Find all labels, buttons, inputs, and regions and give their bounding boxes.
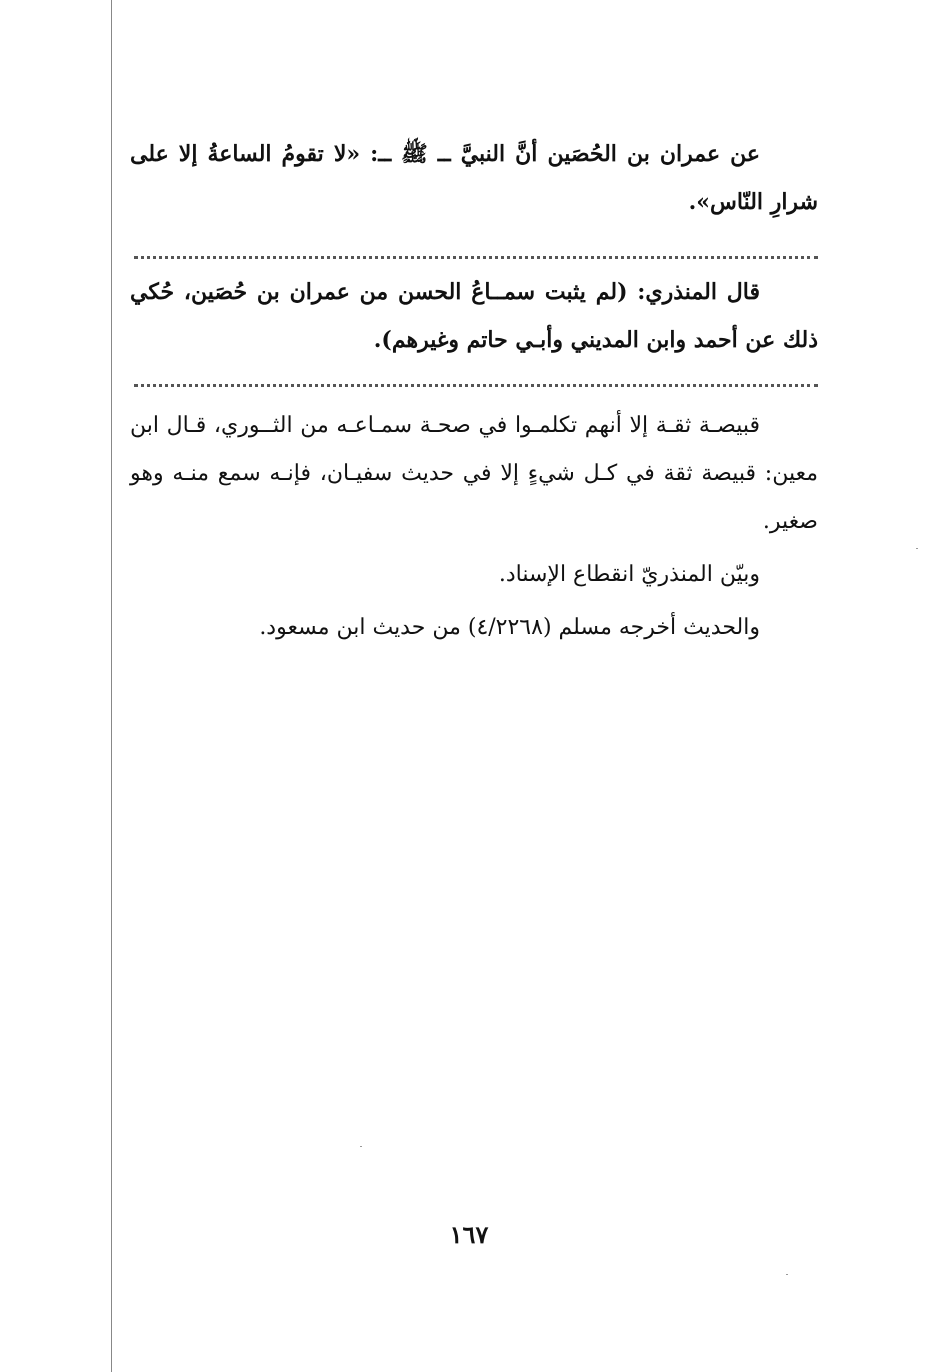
mundhiri-quote-paragraph: قال المنذري: (لم يثبت سمــاعُ الحسن من عمران بن حُصَين، حُكي ذلك عن أحمد وابن المديني وأبـي حاتم وغيرهم).	[130, 279, 818, 353]
page-number: ١٦٧	[449, 1220, 489, 1249]
hadith-paragraph: عن عمران بن الحُصَين أنَّ النبيَّ ــ ﷺ ــ: «لا تقومُ الساعةُ إلا على شرارِ النّاس».	[130, 141, 818, 215]
takhrij-line: والحديث أخرجه مسلم (٤/٢٢٦٨) من حديث ابن مسعود.	[259, 615, 760, 640]
scan-speck	[360, 1146, 362, 1147]
qabisa-paragraph: قبيصـة ثقـة إلا أنهم تكلمـوا في صحـة سمـاعـه من الثــوري، قـال ابن معين: قبيصة ثقة في كـل شيءٍ إلا في حديث سفيـان، فإنـه سمع منـه وهو صغير.	[130, 413, 818, 534]
page-binding-line	[111, 0, 112, 1372]
scan-speck	[786, 1274, 788, 1275]
inqita-line: وبيّن المنذريّ انقطاع الإسناد.	[498, 562, 760, 587]
dotted-separator-bottom	[134, 384, 818, 387]
scan-speck	[916, 548, 918, 549]
dotted-separator-top	[134, 256, 818, 259]
